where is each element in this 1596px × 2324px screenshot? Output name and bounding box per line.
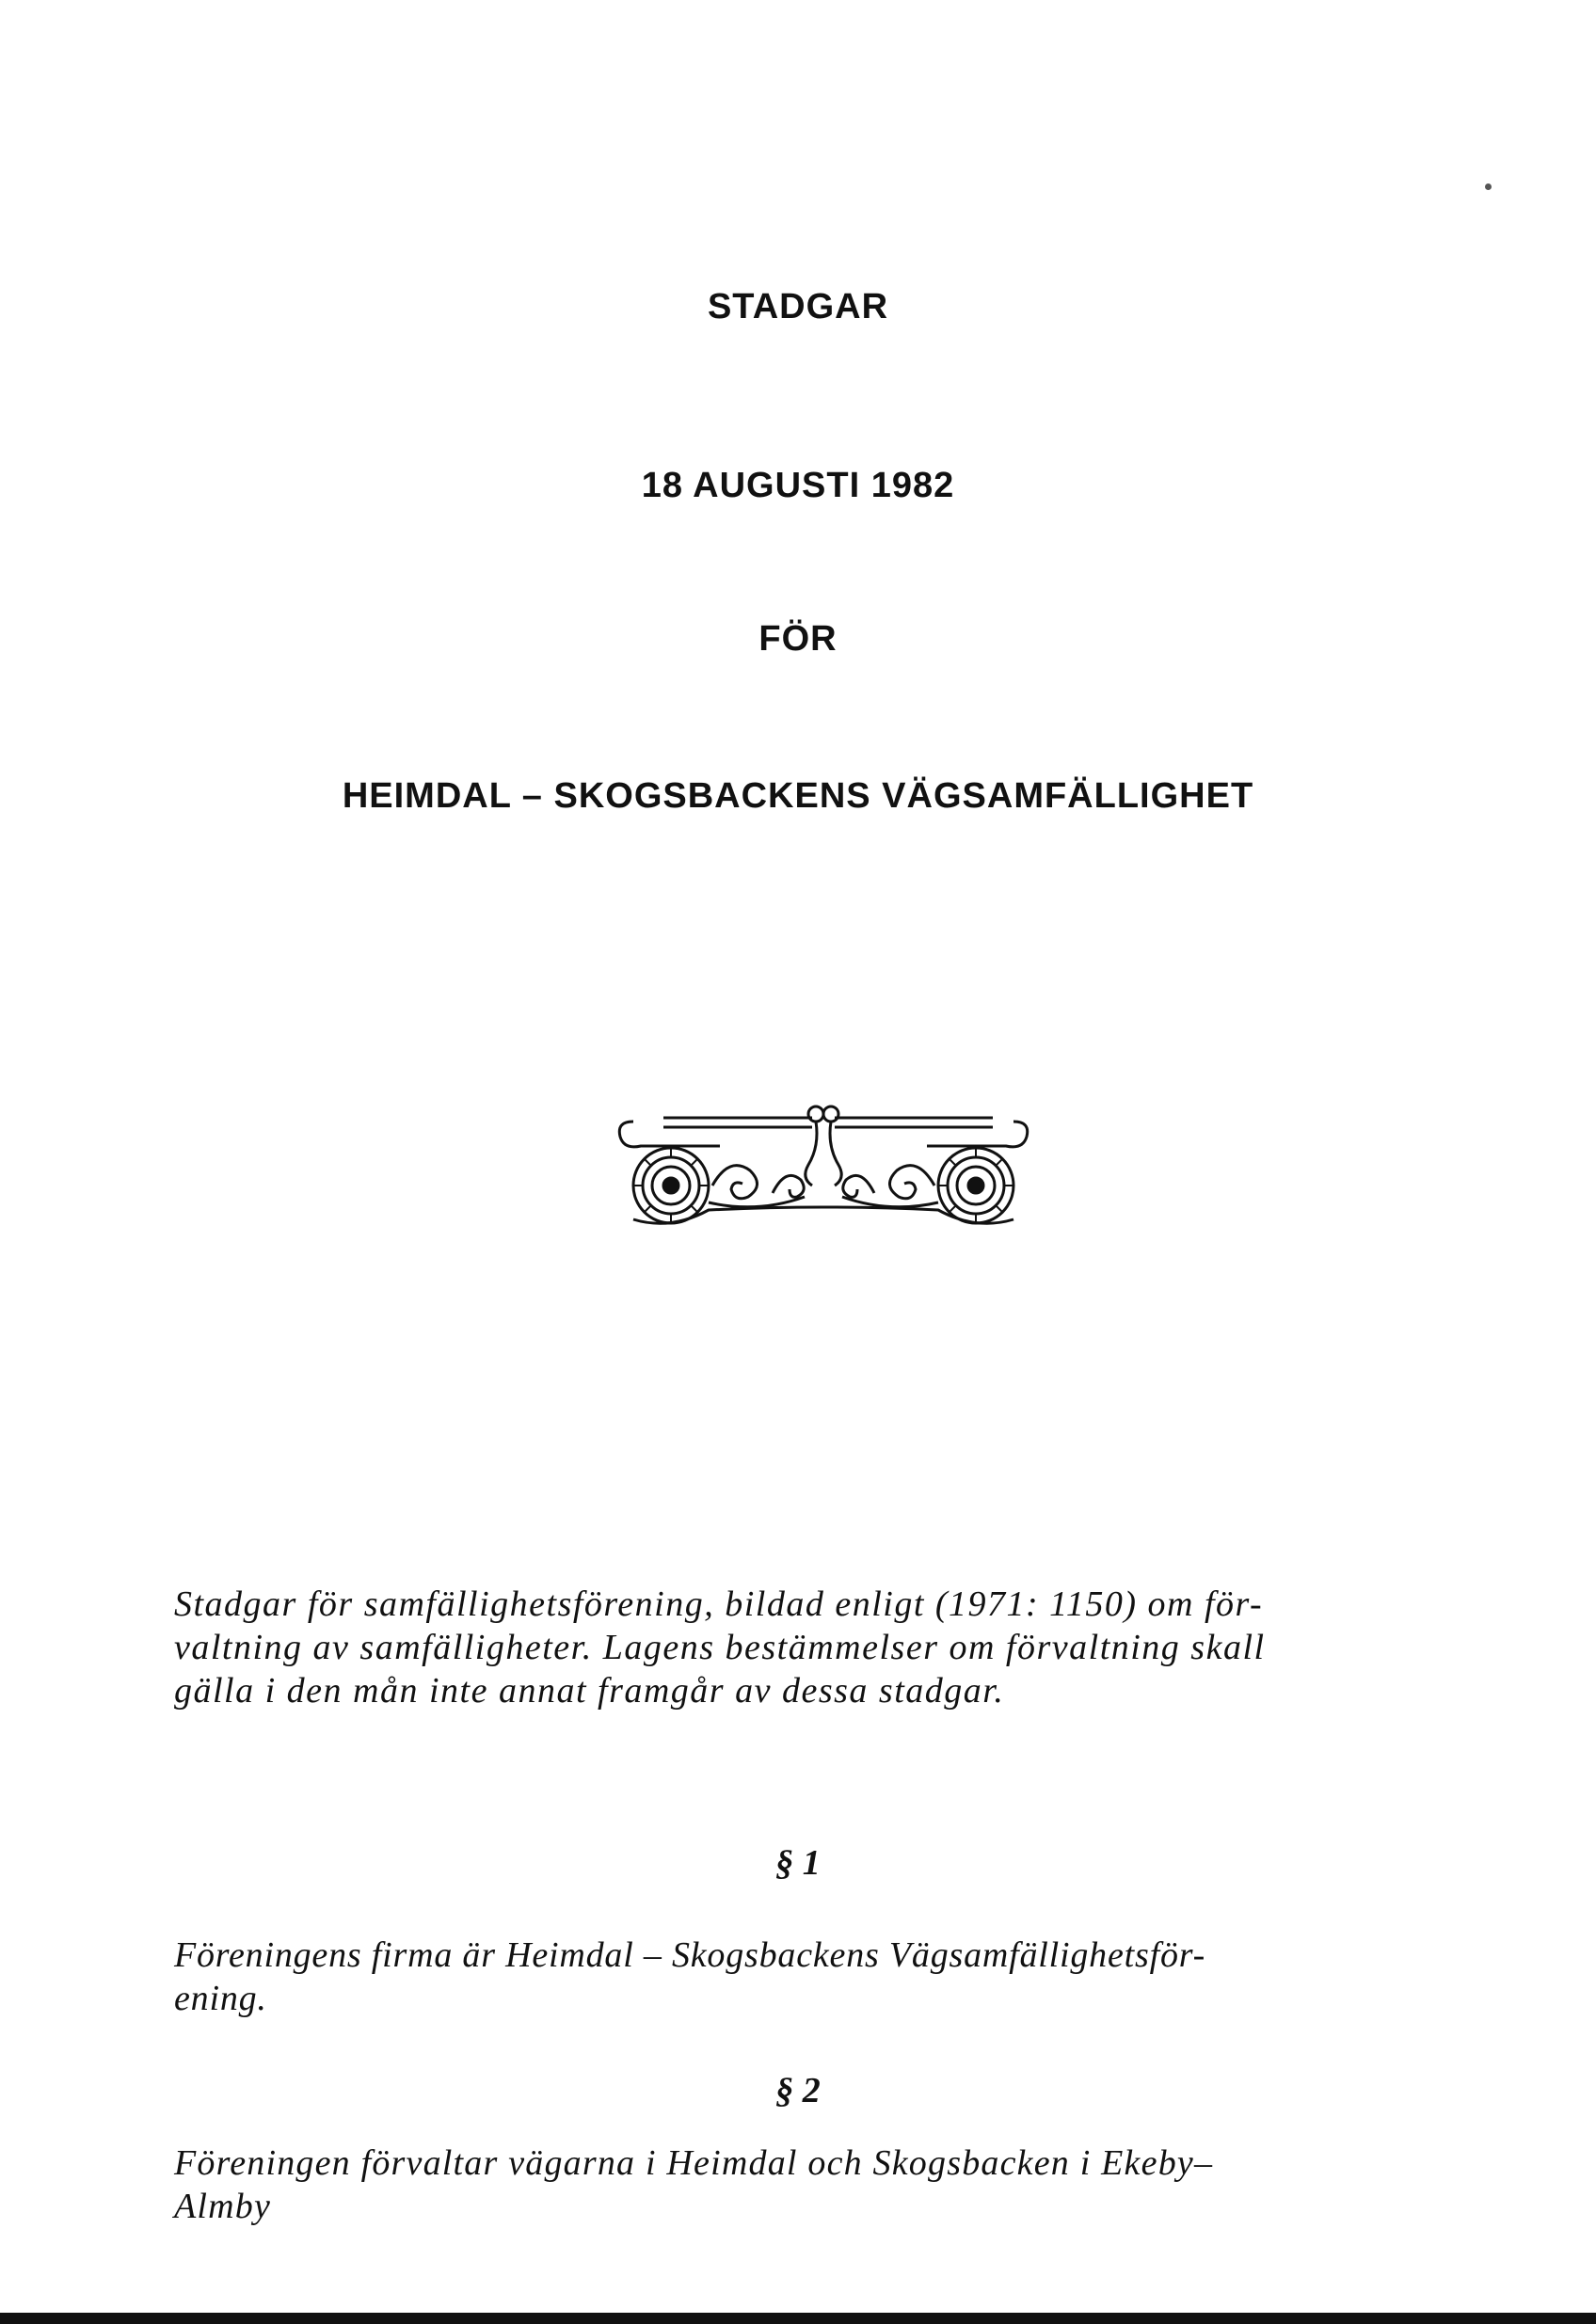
document-date: 18 AUGUSTI 1982 <box>641 466 955 505</box>
intro-line: Stadgar för samfällighetsförening, bildad enligt (1971: 1150) om för- <box>174 1584 1264 1624</box>
intro-line: gälla i den mån inte annat framgår av dessa stadgar. <box>174 1671 1005 1711</box>
decorative-scroll-ornament-icon <box>607 1099 1040 1231</box>
section-1-paragraph <box>174 1934 1492 2020</box>
section-2-line: Föreningen förvaltar vägarna i Heimdal och Skogsbacken i Ekeby– <box>174 2143 1214 2183</box>
section-2-paragraph <box>174 2141 1492 2228</box>
intro-paragraph <box>174 1583 1492 1712</box>
section-2-heading: § 2 <box>775 2071 821 2110</box>
section-2-line: Almby <box>174 2187 272 2226</box>
intro-line: valtning av samfälligheter. Lagens bestämmelser om förvaltning skall <box>174 1628 1266 1667</box>
paper-speck <box>1485 183 1492 190</box>
bottom-border-rule <box>0 2313 1596 2324</box>
document-title: STADGAR <box>707 287 889 326</box>
section-1-line: ening. <box>174 1979 267 2018</box>
section-1-heading: § 1 <box>775 1843 821 1883</box>
section-1-line: Föreningens firma är Heimdal – Skogsbackens Vägsamfällighetsför- <box>174 1935 1206 1975</box>
document-for: FÖR <box>758 619 838 659</box>
association-name: HEIMDAL – SKOGSBACKENS VÄGSAMFÄLLIGHET <box>342 776 1254 816</box>
